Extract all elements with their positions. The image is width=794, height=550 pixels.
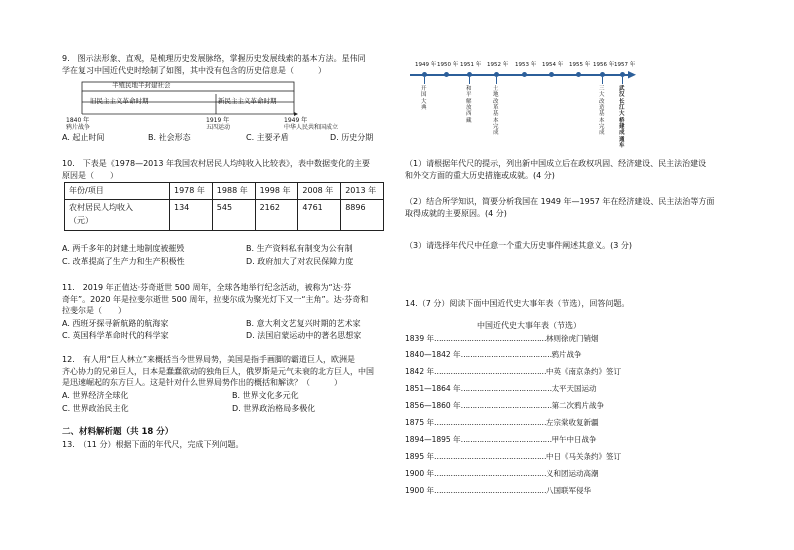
q9-option-a[interactable]: A. 起止时间 <box>62 133 105 142</box>
chronology-title: 中国近代史大事年表（节选） <box>477 321 581 330</box>
connector-1951 <box>469 77 470 84</box>
connector-1956 <box>602 77 603 84</box>
timeline-axis <box>410 74 630 76</box>
row-label-line2: （元） <box>69 215 93 225</box>
income-table <box>64 182 384 231</box>
q10-option-d[interactable]: D. 政府加大了对农民保障力度 <box>246 257 354 266</box>
q10-option-a[interactable]: A. 两千多年的封建土地制度被摧毁 <box>62 244 185 253</box>
chron-row: 1851—1864 年…………………………………太平天国运动 <box>405 384 597 393</box>
q12-option-b[interactable]: B. 世界文化多元化 <box>232 391 299 400</box>
chron-year: 1856—1860 年 <box>405 401 461 410</box>
q11-option-b[interactable]: B. 意大利文艺复兴时期的艺术家 <box>246 319 361 328</box>
q13-p1-line2: 和外交方面的重大历史措施或成就。(4 分) <box>405 170 555 180</box>
q10-stem-line2: 原因是（ ） <box>62 170 118 180</box>
point-1949 <box>284 117 338 131</box>
q12-stem-line3: 是迅速崛起的东方巨人。这是针对什么世界局势作出的概括和解读？（ ） <box>62 378 342 388</box>
table-header-cell: 2013 年 <box>341 183 384 200</box>
table-header-cell: 1978 年 <box>170 183 213 200</box>
timeline-dot-1954 <box>549 72 554 77</box>
row-label-line1: 农村居民人均收入 <box>69 203 133 212</box>
q10-stem-line1: 10. 下表是《1978—2013 年我国农村居民人均纯收入比较表》，表中数据变化的主要 <box>62 159 370 168</box>
timeline-year: 1951 年 <box>460 62 482 68</box>
q10-option-c[interactable]: C. 改革提高了生产力和生产积极性 <box>62 257 185 266</box>
baseline-arrowhead <box>294 112 298 116</box>
q9-stem-line1: 9. 图示法形象、直观，是梳理历史发展脉络，掌握历史发展线索的基本方法。星伟同 <box>62 54 366 63</box>
table-header-cell: 年份/项目 <box>65 183 170 200</box>
q13-p2-line2: 取得成就的主要原因。(4 分) <box>405 208 507 218</box>
q11-option-c[interactable]: C. 英国科学革命时代的科学家 <box>62 331 169 340</box>
chron-year: 1900 年 <box>405 486 434 495</box>
q11-option-d[interactable]: D. 法国启蒙运动中的著名思想家 <box>246 331 362 340</box>
timeline-year: 1954 年 <box>542 62 564 68</box>
q12-stem-line1: 12. 有人用“巨人林立”来概括当今世界局势，美国是指手画脚的霸道巨人，欧洲是 <box>62 355 356 364</box>
q11-stem-line1: 11. 2019 年正值达·芬奇逝世 500 周年，全球各地举行纪念活动，被称为“达·芬 <box>62 283 352 292</box>
timeline-year: 1950 年 <box>437 62 459 68</box>
chron-row: 1839 年…………………………………………林则徐虎门销烟 <box>405 334 599 343</box>
table-cell: 2162 <box>255 200 298 231</box>
chron-event: 第二次鸦片战争 <box>551 401 605 410</box>
chron-row: 1840—1842 年…………………………………鸦片战争 <box>405 350 582 359</box>
year-1919: 1919 年 <box>206 117 230 124</box>
chron-row: 1895 年…………………………………………中日《马关条约》签订 <box>405 452 621 461</box>
connector-1952 <box>496 77 497 84</box>
question-11 <box>62 282 392 317</box>
year-1949: 1949 年 <box>284 117 308 124</box>
table-row <box>65 200 384 231</box>
timeline-year: 1956 年 <box>593 62 615 68</box>
question-10 <box>62 158 392 181</box>
timeline-year: 1953 年 <box>515 62 537 68</box>
q13-part-2 <box>405 196 745 219</box>
q12-option-c[interactable]: C. 世界政治民主化 <box>62 404 129 413</box>
q9-option-c[interactable]: C. 主要矛盾 <box>246 133 289 142</box>
connector-1949 <box>424 77 425 84</box>
q12-option-a[interactable]: A. 世界经济全球化 <box>62 391 129 400</box>
q13-part-1 <box>405 158 745 181</box>
band-top-label: 半殖民地半封建社会 <box>112 81 171 89</box>
chron-year: 1900 年 <box>405 469 434 478</box>
year-1840: 1840 年 <box>66 117 90 124</box>
chron-event: 甲午中日战争 <box>551 435 597 444</box>
timeline-dot-1950 <box>444 72 449 77</box>
timeline-year: 1957 年 <box>614 62 636 68</box>
q13-p1-line1: （1）请根据年代尺的提示，列出新中国成立后在政权巩固、经济建设、民主法治建设 <box>405 159 707 168</box>
point-1840 <box>66 117 90 131</box>
chron-event: 鸦片战争 <box>551 350 582 359</box>
timeline-event-1956: 三大改造基本完成 <box>599 86 605 137</box>
q12-option-d[interactable]: D. 世界政治格局多极化 <box>232 404 316 413</box>
q11-stem-line2: 奇年”。2020 年是拉斐尔逝世 500 周年，拉斐尔成为聚光灯下又一“主角”。达·芬奇和 <box>62 294 369 304</box>
chron-event: 义和团运动高潮 <box>545 469 599 478</box>
q9-stem-line2: 学在复习中国近代史时绘制了如图，其中没有包含的历史信息是（ ） <box>62 65 326 75</box>
table-row-label <box>65 200 170 231</box>
timeline-event-1952: 土地改革基本完成 <box>493 86 499 137</box>
chron-year: 1842 年 <box>405 367 434 376</box>
q13-part-3: （3）请选择年代尺中任意一个重大历史事件阐述其意义。(3 分) <box>405 241 632 250</box>
band-left-label: 旧民主主义革命时期 <box>90 97 149 105</box>
timeline-dot-1953 <box>522 72 527 77</box>
chron-year: 1895 年 <box>405 452 434 461</box>
chron-row: 1875 年…………………………………………左宗棠收复新疆 <box>405 418 599 427</box>
chron-event: 八国联军侵华 <box>545 486 591 495</box>
table-header-cell: 2008 年 <box>298 183 341 200</box>
chron-event: 左宗棠收复新疆 <box>545 418 599 427</box>
table-cell: 134 <box>170 200 213 231</box>
question-9 <box>62 53 392 76</box>
chron-year: 1894—1895 年 <box>405 435 461 444</box>
chron-year: 1840—1842 年 <box>405 350 461 359</box>
table-cell: 8896 <box>341 200 384 231</box>
table-header-cell: 1998 年 <box>255 183 298 200</box>
timeline-year: 1952 年 <box>487 62 509 68</box>
q9-option-b[interactable]: B. 社会形态 <box>148 133 191 142</box>
q11-stem-line3: 拉斐尔是（ ） <box>62 306 126 316</box>
event-1949: 中华人民共和国成立 <box>284 124 339 132</box>
q10-option-b[interactable]: B. 生产资料私有制变为公有制 <box>246 244 353 253</box>
connector-1957 <box>622 77 623 84</box>
timeline-dot-1955 <box>576 72 581 77</box>
table-cell: 4761 <box>298 200 341 231</box>
timeline-event-1951: 和平解放西藏 <box>466 86 472 124</box>
chron-row: 1900 年…………………………………………义和团运动高潮 <box>405 469 599 478</box>
q13-p2-line1: （2）结合所学知识，简要分析我国在 1949 年—1957 年在经济建设、民主法治等方面 <box>405 197 715 206</box>
chron-row: 1900 年…………………………………………八国联军侵华 <box>405 486 591 495</box>
chron-year: 1875 年 <box>405 418 434 427</box>
chron-year: 1851—1864 年 <box>405 384 461 393</box>
chron-year: 1839 年 <box>405 334 434 343</box>
timeline-arrow-icon <box>628 70 638 80</box>
event-1840: 鸦片战争 <box>66 124 91 132</box>
q13-stem: 13. （11 分）根据下面的年代尺，完成下列问题。 <box>62 440 244 449</box>
table-header-cell: 1988 年 <box>212 183 255 200</box>
q11-option-a[interactable]: A. 西班牙探寻新航路的航海家 <box>62 319 169 328</box>
timeline-year: 1949 年 <box>415 62 437 68</box>
chron-row: 1894—1895 年…………………………………甲午中日战争 <box>405 435 597 444</box>
event-1919: 五四运动 <box>206 124 231 132</box>
timeline-year: 1955 年 <box>569 62 591 68</box>
chron-event: 中英《南京条约》签订 <box>545 367 621 376</box>
chron-event: 林则徐虎门销烟 <box>545 334 599 343</box>
question-12 <box>62 354 392 389</box>
chron-row: 1856—1860 年…………………………………第二次鸦片战争 <box>405 401 605 410</box>
q12-stem-line2: 齐心协力的兄弟巨人，日本是蠢蠢欲动的独角巨人，俄罗斯是元气未衰的北方巨人，中国 <box>62 366 374 376</box>
q14-stem: 14.（7 分）阅读下面中国近代史大事年表（节选），回答问题。 <box>405 299 630 308</box>
chron-event: 中日《马关条约》签订 <box>545 452 621 461</box>
timeline-event-1949: 开国大典 <box>421 86 427 111</box>
chron-row: 1842 年…………………………………………中英《南京条约》签订 <box>405 367 621 376</box>
table-header-row <box>65 183 384 200</box>
chron-event: 太平天国运动 <box>551 384 597 393</box>
section-2-heading: 二、材料解析题（共 18 分） <box>62 427 174 437</box>
table-cell: 545 <box>212 200 255 231</box>
timeline-event-1957: 武汉长江大桥建成通车 <box>619 86 625 149</box>
band-right-label: 新民主主义革命时期 <box>218 97 277 105</box>
q9-option-d[interactable]: D. 历史分期 <box>330 133 374 142</box>
point-1919 <box>206 117 230 131</box>
